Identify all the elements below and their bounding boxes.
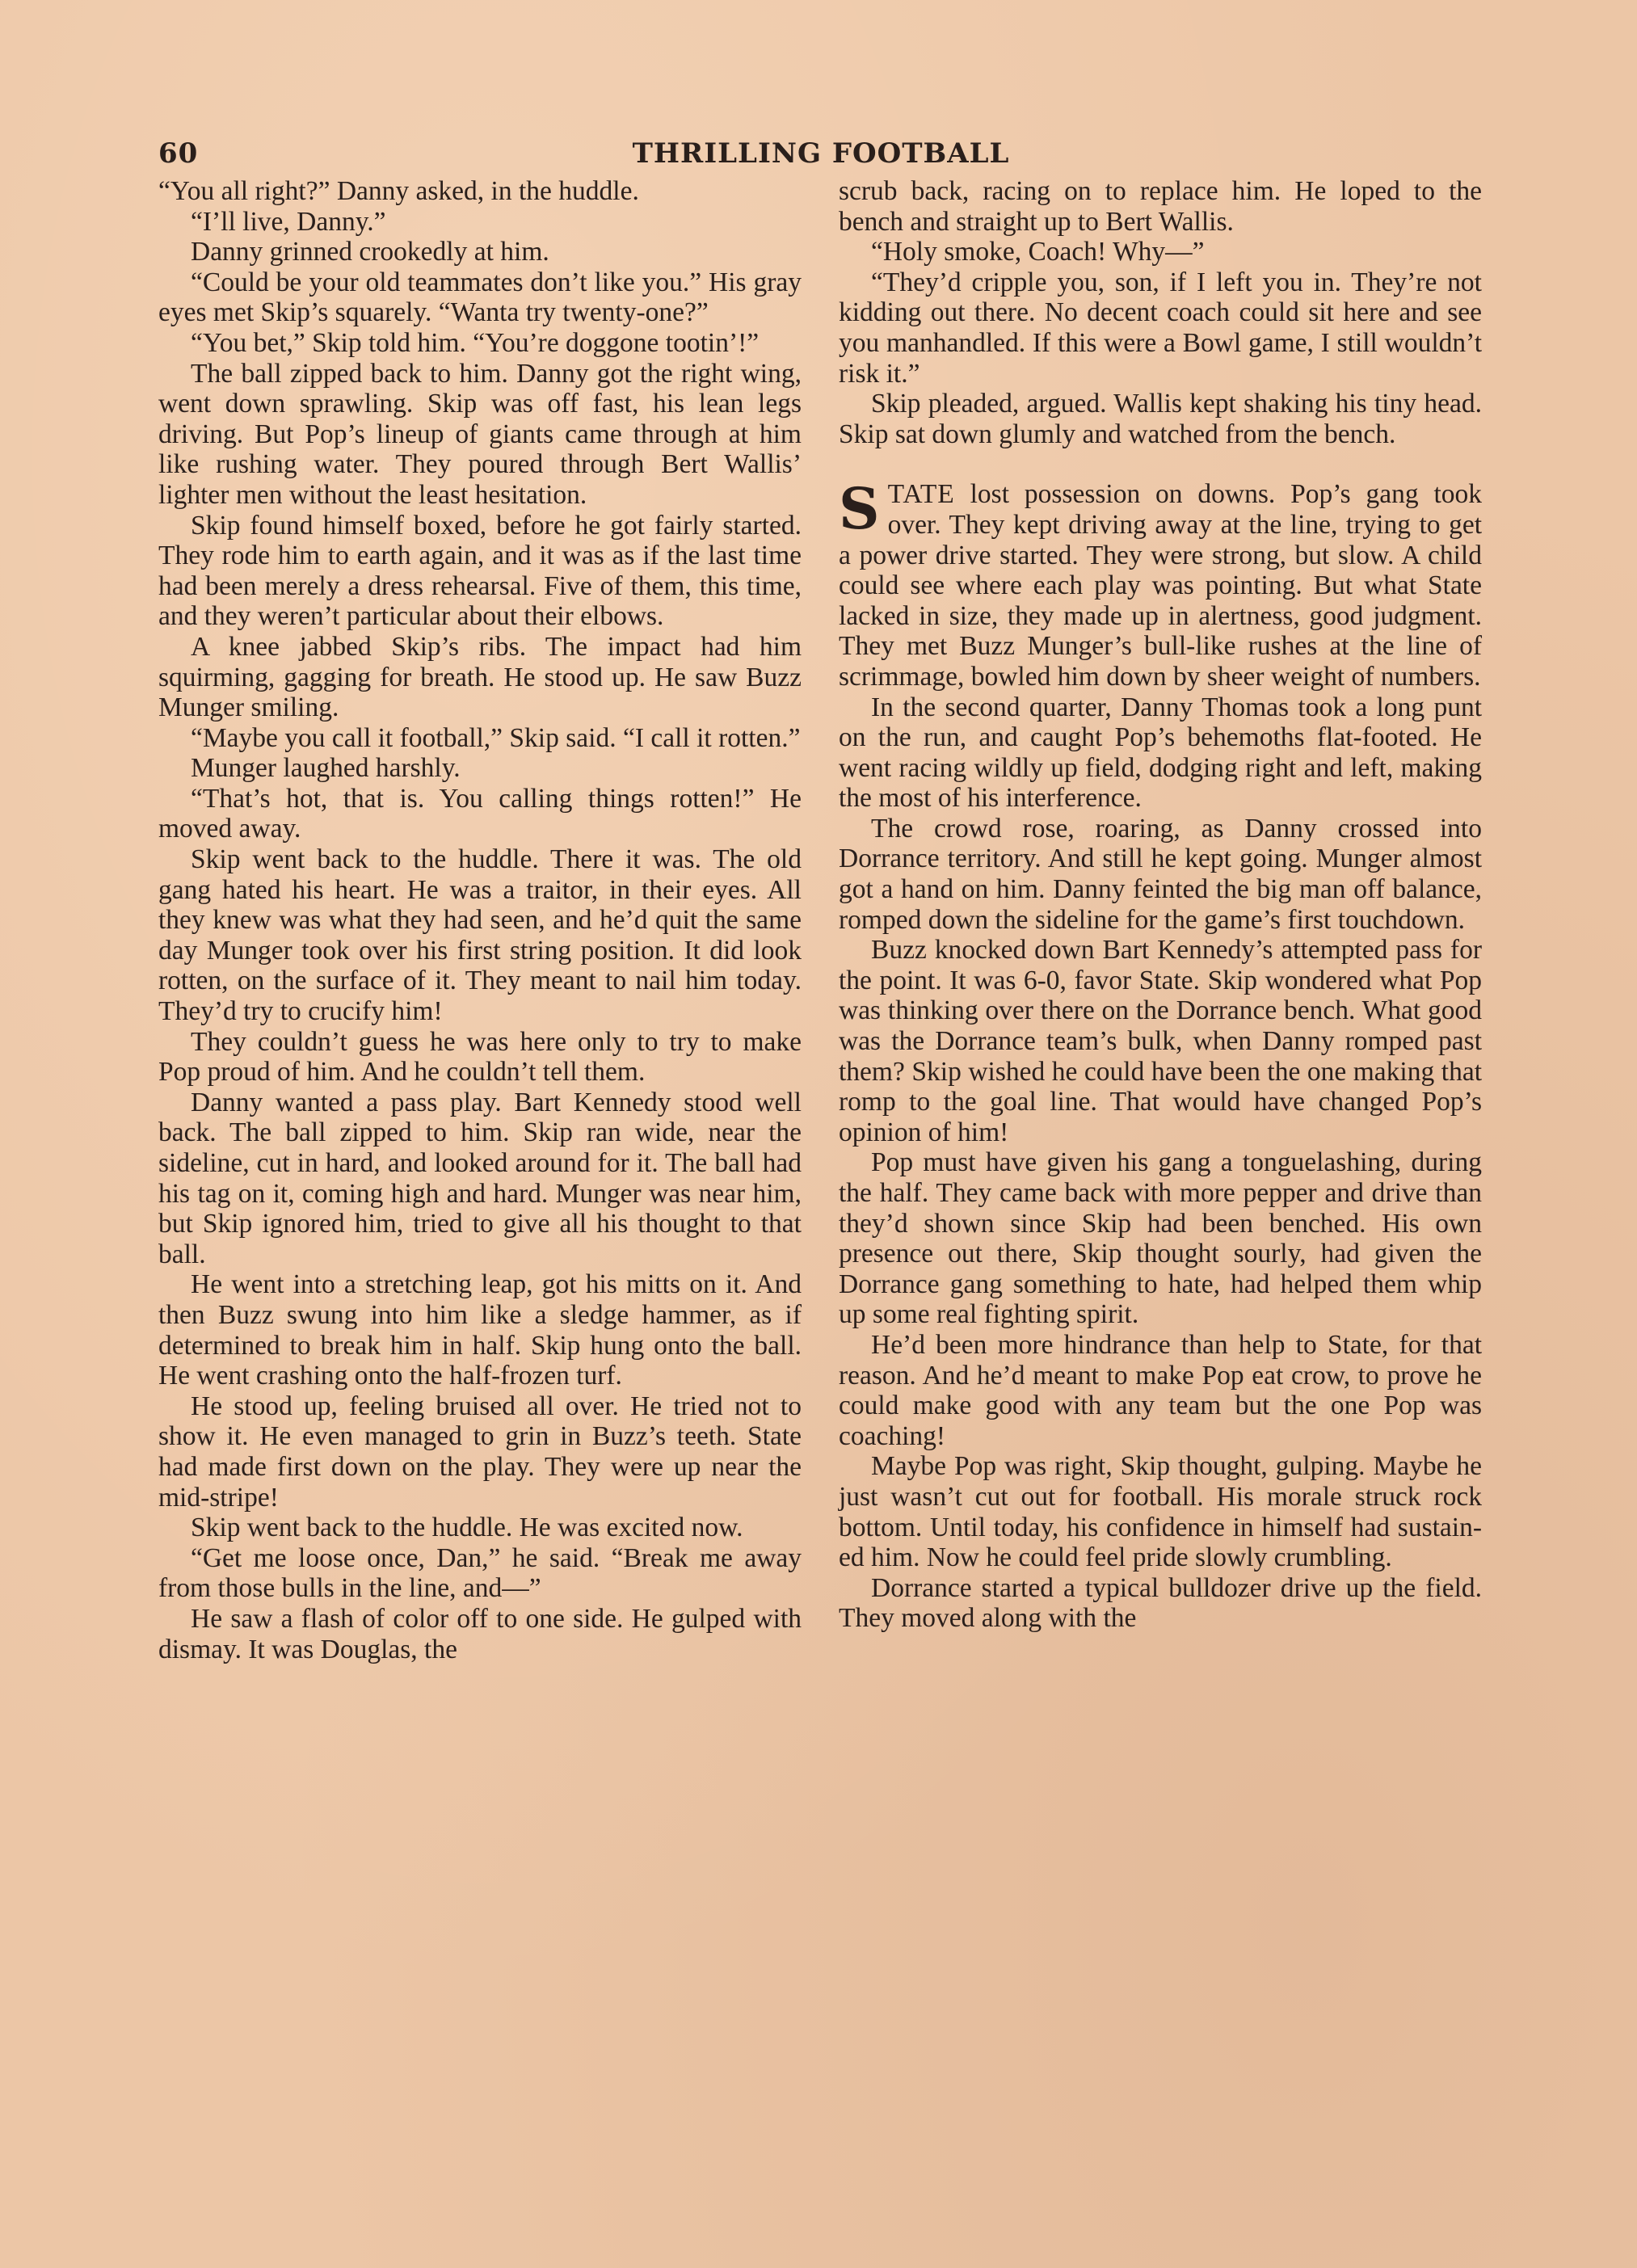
paragraph: Pop must have given his gang a tonguelashing, during the half. They came back with more pepper and drive than they’d shown since Skip had been benched. His own presence out there, Skip thought sourly, had given the Dorrance gang something to hate, had helped them whip up some real fighting spirit. — [839, 1147, 1482, 1330]
paragraph: “Get me loose once, Dan,” he said. “Break me away from those bulls in the line, and—” — [158, 1542, 802, 1604]
paragraph: “Maybe you call it football,” Skip said. “I call it rotten.” — [191, 722, 801, 753]
paragraph: A knee jabbed Skip’s ribs. The impact had him squirming, gagging for breath. He stood up. He saw Buzz Munger smiling. — [158, 631, 802, 723]
paragraph: Munger laughed harshly. — [191, 753, 461, 784]
small-caps-word: TATE — [887, 479, 955, 510]
paragraph: Maybe Pop was right, Skip thought, gulping. Maybe he just wasn’t cut out for football. His morale struck rock bottom. Until today, his confidence in himself had sustained him. Now he could feel pride slowly crumbling. — [839, 1451, 1482, 1573]
paragraph: “You all right?” Danny asked, in the huddle. — [158, 176, 639, 206]
paragraph: The crowd rose, roaring, as Danny crossed into Dorrance territory. And still he kept going. Munger almost got a hand on him. Danny feinted the big man off balance, romped down the sideline for the game’s first touchdown. — [839, 813, 1482, 935]
paragraph: “Holy smoke, Coach! Why—” — [871, 237, 1205, 267]
paragraph: “You bet,” Skip told him. “You’re doggone tootin’!” — [191, 327, 760, 358]
section-opening-paragraph — [839, 475, 1482, 692]
paragraph: In the second quarter, Danny Thomas took a long punt on the run, and caught Pop’s behemoths flat-footed. He went racing wildly up field, dodging right and left, making the most of his interference. — [839, 692, 1482, 814]
running-head: THRILLING FOOTBALL — [632, 137, 1010, 170]
paragraph: He stood up, feeling bruised all over. He tried not to show it. He even managed to grin in Buzz’s teeth. State had made first down on the play. They were up near the mid-stripe! — [158, 1391, 802, 1513]
page-header — [158, 137, 1483, 176]
right-column — [839, 176, 1482, 1634]
paragraph: They couldn’t guess he was here only to try to make Pop proud of him. And he couldn’t tell them. — [158, 1026, 802, 1088]
left-column — [158, 176, 802, 1664]
paragraph: Skip pleaded, argued. Wallis kept shaking his tiny head. Skip sat down glumly and watched from the bench. — [839, 389, 1482, 449]
page-number: 60 — [158, 137, 199, 170]
paragraph: The ball zipped back to him. Danny got the right wing, went down sprawling. Skip was off fast, his lean legs driving. But Pop’s lineup of giants came through at him like rushing water. They poured through Bert Wallis’ lighter men without the least hesitation. — [158, 358, 802, 510]
paragraph: Danny wanted a pass play. Bart Kennedy stood well back. The ball zipped to him. Skip ran wide, near the sideline, cut in hard, and looked around for it. The ball had his tag on it, coming high and hard. Munger was near him, but Skip ignored him, tried to give all his thought to that ball. — [158, 1087, 802, 1269]
paragraph: “Could be your old teammates don’t like you.” His gray eyes met Skip’s squarely. “Wanta try twenty-one?” — [158, 267, 802, 328]
paragraph: scrub back, racing on to replace him. He loped to the bench and straight up to Bert Wallis. — [839, 176, 1482, 237]
paragraph: Danny grinned crookedly at him. — [191, 237, 549, 267]
paragraph: Skip found himself boxed, before he got fairly started. They rode him to earth again, and it was as if the last time had been merely a dress rehearsal. Five of them, this time, and they weren’t particular about their elbows. — [158, 510, 802, 632]
drop-cap: S — [839, 475, 880, 543]
paragraph: “That’s hot, that is. You calling things rotten!” He moved away. — [158, 783, 802, 844]
paragraph: “They’d cripple you, son, if I left you in. They’re not kidding out there. No decent coach could sit here and see you manhandled. If this were a Bowl game, I still wouldn’t risk it.” — [839, 267, 1482, 389]
paragraph: He’d been more hindrance than help to State, for that reason. And he’d meant to make Pop eat crow, to prove he could make good with any team but the one Pop was coaching! — [839, 1329, 1482, 1451]
paragraph: He went into a stretching leap, got his mitts on it. And then Buzz swung into him like a sledge hammer, as if determined to break him in half. Skip hung onto the ball. He went crashing onto the half-frozen turf. — [158, 1269, 802, 1391]
paragraph: Buzz knocked down Bart Kennedy’s attempted pass for the point. It was 6-0, favor State. Skip wondered what Pop was thinking over there on the Dorrance bench. What good was the Dorrance team’s bulk, when Danny romped past them? Skip wished he could have been the one making that romp to the goal line. That would have changed Pop’s opinion of him! — [839, 935, 1482, 1147]
paragraph: Dorrance started a typical bulldozer drive up the field. They moved along with the — [839, 1572, 1482, 1634]
paragraph: He saw a flash of color off to one side. He gulped with dismay. It was Douglas, the — [158, 1603, 802, 1664]
paragraph: Skip went back to the huddle. There it was. The old gang hated his heart. He was a traitor, in their eyes. All they knew was what they had seen, and he’d quit the same day Munger took over his first string position. It did look rotten, on the surface of it. They meant to nail him today. They’d try to crucify him! — [158, 844, 802, 1027]
paragraph: Skip went back to the huddle. He was excited now. — [191, 1513, 743, 1543]
paragraph: “I’ll live, Danny.” — [191, 206, 386, 237]
section-text: lost possession on downs. Pop’s gang took over. They kept driving away at the line, trying to get a power drive started. They were strong, but slow. A child could see where each play was pointing. But what State lacked in size, they made up in alertness, good judgment. They met Buzz Munger’s bull-like rushes at the line of scrimmage, bowled him down by sheer weight of numbers. — [839, 479, 1482, 692]
